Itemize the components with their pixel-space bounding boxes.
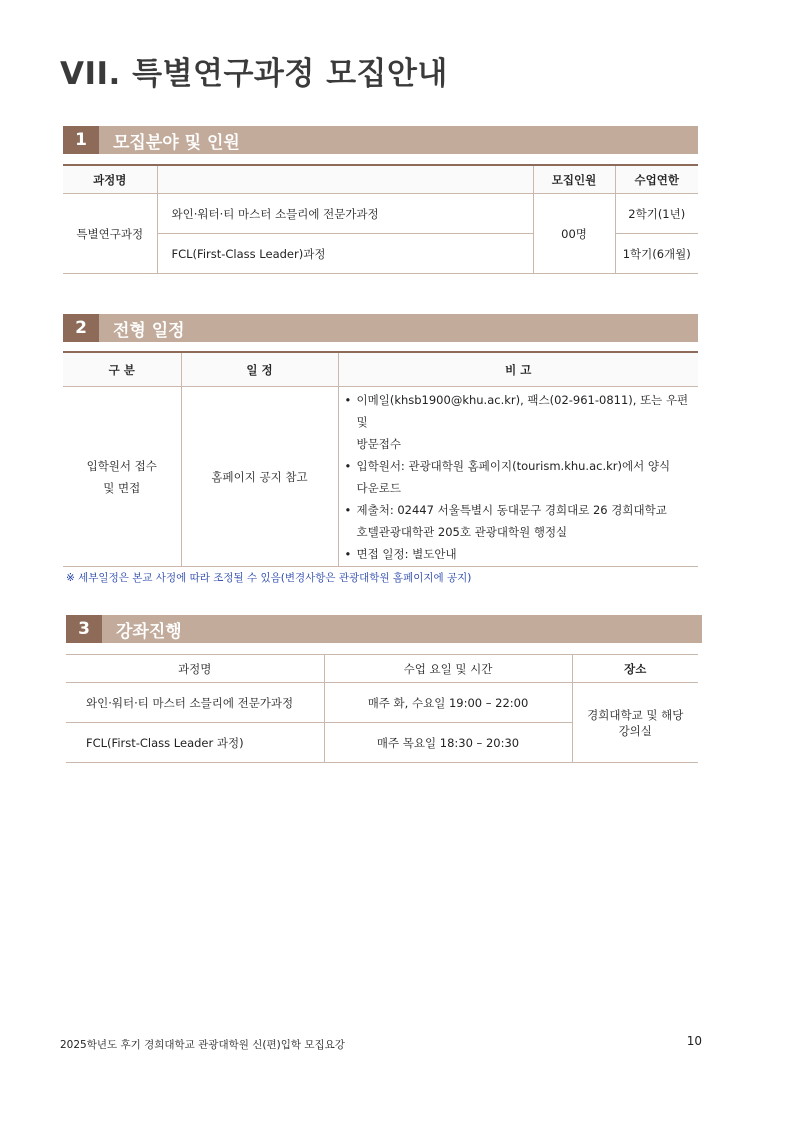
section-header-1: [63, 126, 698, 154]
course-time: 매주 목요일 18:30 – 20:30: [324, 723, 572, 763]
header-time: 수업 요일 및 시간: [324, 655, 572, 683]
course-name: FCL(First-Class Leader 과정): [66, 723, 324, 763]
course-time: 매주 화, 수요일 19:00 – 22:00: [324, 683, 572, 723]
course-table: [66, 654, 698, 763]
course-name: 와인·워터·티 마스터 소믈리에 전문가과정: [66, 683, 324, 723]
header-quota: 모집인원: [533, 165, 615, 194]
header-location: 장소: [572, 655, 698, 683]
program-duration: 1학기(6개월): [615, 234, 698, 274]
schedule-category-line: 및 면접: [103, 480, 141, 495]
header-category: 구 분: [63, 352, 181, 387]
program-quota: 00명: [533, 194, 615, 274]
section-number: 1: [63, 126, 99, 154]
schedule-value: 홈페이지 공지 참고: [181, 387, 338, 567]
program-category: 특별연구과정: [63, 194, 157, 274]
header-schedule: 일 정: [181, 352, 338, 387]
remark-item: • 입학원서: 관광대학원 홈페이지(tourism.khu.ac.kr)에서 양식 다운로드: [345, 455, 699, 499]
schedule-footnote: ※ 세부일정은 본교 사정에 따라 조정될 수 있음(변경사항은 관광대학원 홈페이지에 공지): [66, 572, 472, 584]
header-program: 과정명: [63, 165, 157, 194]
footer-text: 2025학년도 후기 경희대학교 관광대학원 신(편)입학 모집요강: [60, 1039, 345, 1051]
section-title: 전형 일정: [113, 320, 185, 341]
header-blank: [157, 165, 533, 194]
schedule-category-line: 입학원서 접수: [86, 458, 157, 473]
recruitment-table: [63, 164, 698, 274]
header-duration: 수업연한: [615, 165, 698, 194]
header-program: 과정명: [66, 655, 324, 683]
header-remarks: 비 고: [338, 352, 698, 387]
schedule-remarks: [338, 387, 698, 567]
section-number: 2: [63, 314, 99, 342]
remark-item: • 제출처: 02447 서울특별시 동대문구 경희대로 26 경희대학교 호텔관광대학관 205호 관광대학원 행정실: [345, 499, 699, 543]
section-title: 모집분야 및 인원: [113, 132, 240, 153]
remark-item: • 면접 일정: 별도안내: [345, 543, 699, 565]
schedule-table: [63, 351, 698, 567]
schedule-category: [63, 387, 181, 567]
section-title: 강좌진행: [116, 621, 182, 642]
program-name: FCL(First-Class Leader)과정: [157, 234, 533, 274]
section-number: 3: [66, 615, 102, 643]
section-header-2: [63, 314, 698, 342]
program-duration: 2학기(1년): [615, 194, 698, 234]
course-location: 경희대학교 및 해당 강의실: [572, 683, 698, 763]
program-name: 와인·워터·티 마스터 소믈리에 전문가과정: [157, 194, 533, 234]
remark-item: • 이메일(khsb1900@khu.ac.kr), 팩스(02-961-0811), 또는 우편 및 방문접수: [345, 389, 699, 455]
section-header-3: [66, 615, 702, 643]
page-number: 10: [686, 1034, 702, 1048]
page-title: VII. 특별연구과정 모집안내: [60, 56, 448, 92]
